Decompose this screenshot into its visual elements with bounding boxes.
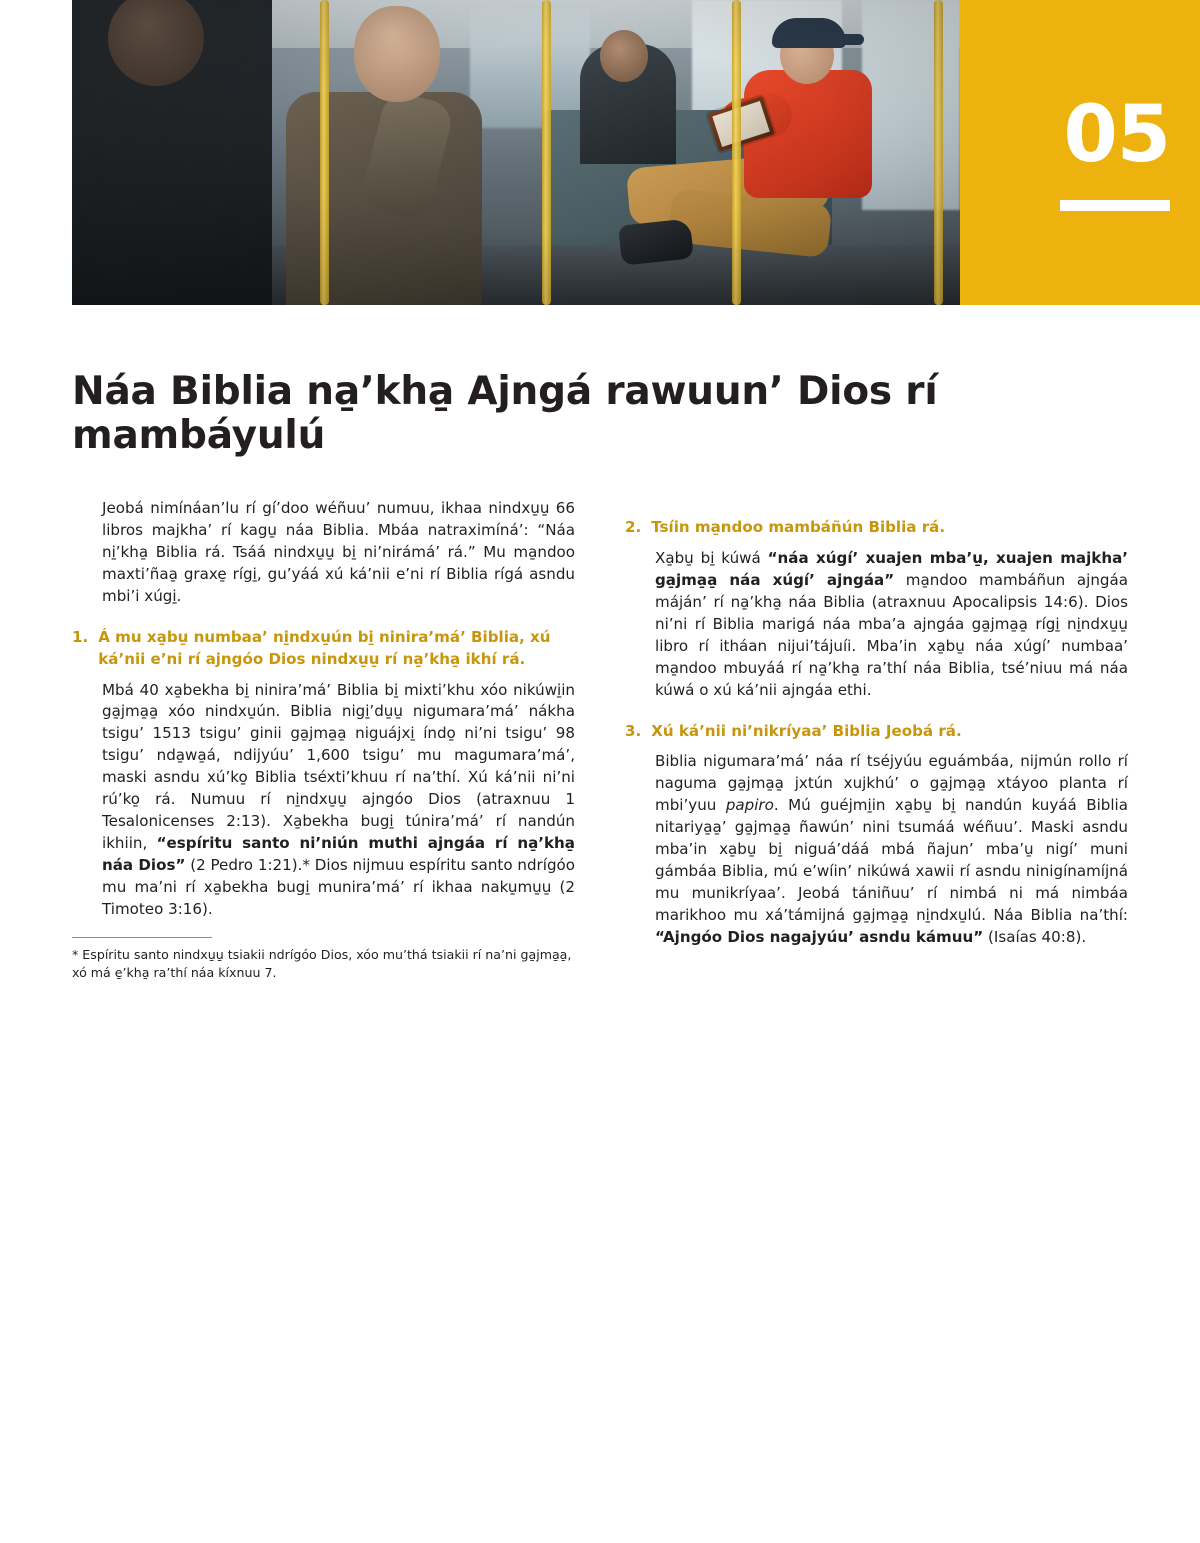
section-heading-1 <box>72 627 575 671</box>
photo-vignette <box>72 0 960 305</box>
section-heading-text-2: Tsíin ma̱ndoo mambáñún Biblia rá. <box>651 518 946 536</box>
section-heading-text-3: Xú ká’nii ni’nikríyaa’ Biblia Jeobá rá. <box>651 721 962 740</box>
section-1-paragraph: Mbá 40 xa̱bekha bi̱ ninira’má’ Biblia bi̱ mixti’khu xóo nikúwi̱in ga̱jma̱a̱ xóo nindxu̱ún. Biblia nigi̱’du̱u̱ nigumara’má’ nákha tsigu’ 1513 tsigu’ ginii ga̱jma̱a̱ niguájxi̱ índo̱ ni’ni tsigu’ 98 tsigu’ nda̱wa̱á, ndijyúu’ 1,600 tsigu’ mu magumara’má’, maski asndu xú’ko̱ Biblia tséxti’khuu rí na’thí. Xú ká’nii ni’ni rú’ko̱ rá. Numuu rí ni̱ndxu̱u̱ ajngóo Dios (atraxnuu 1 Tesalonicenses 2:13). Xa̱bekha bugi̱ túnira’má’ rí nandún ikhiin, “espíritu santo ni’niún muthi ajngáa rí na̱’kha̱ náa Dios” (2 Pedro 1:21).* Dios nijmuu espíritu santo ndrígóo mu ma’ni rí xa̱bekha bugi̱ munira’má’ rí ikhaa naku̱mu̱u̱ (2 Timoteo 3:16). <box>102 680 575 919</box>
section-heading-2 <box>625 517 1128 539</box>
page-title: Náa Biblia na̱’kha̱ Ajngá rawuun’ Dios rí mambáyulú <box>72 369 938 459</box>
chapter-number-underline <box>1060 200 1170 211</box>
section-heading-text-1: Á mu xa̱bu̱ numbaa’ ni̱ndxu̱ún bi̱ ninira’má’ Biblia, xú ká’nii e’ni rí ajngóo Dios nindxu̱u̱ rí na̱’kha̱ ikhí rá. <box>98 627 551 668</box>
chapter-number-block <box>960 0 1200 305</box>
section-heading-3 <box>625 721 1128 743</box>
section-2-paragraph: Xa̱bu̱ bi̱ kúwá “náa xúgí’ xuajen mba’u̱, xuajen majkha’ ga̱jma̱a̱ náa xúgí’ ajngáa” ma̱ndoo mambáñun ajngáa máján’ rí na̱’kha̱ náa Biblia (atraxnuu Apocalipsis 14:6). Dios ni’ni rí Biblia marigá náa mba’a ajngáa ga̱jma̱a̱ rígi̱ ni̱ndxu̱u̱ libro rí itháan nijui’tájuíi. Mba’in xa̱bu̱ náa xúgí’ numbaa’ ma̱ndoo mbuyáá rí na̱’kha̱ ra’thí náa Biblia, tsé’niuu má náa kúwá o xú ká’nii ajngáa ethi. <box>655 548 1128 699</box>
intro-paragraph: Jeobá nimínáan’lu rí gí’doo wéñuu’ numuu, ikhaa nindxu̱u̱ 66 libros majkha’ rí kagu̱ náa Biblia. Mbáa natraximíná’: “Náa ni̱’kha̱ Biblia rá. Tsáá nindxu̱u̱ bi̱ ni’nirámá’ rá.” Mu ma̱ndoo maxti’ñaa̱ graxe̱ rígi̱, gu’yáá xú ká’nii e’ni rí Biblia rígá asndu mbi’i xúgi̱. <box>102 499 575 605</box>
article-body <box>72 498 1128 982</box>
section-number-2: 2. <box>625 518 642 536</box>
footnote-divider <box>72 937 212 938</box>
hero-photo <box>72 0 960 305</box>
section-number-1: 1. <box>72 627 89 646</box>
footnote-text: * Espíritu santo nindxu̱u̱ tsiakii ndrígóo Dios, xóo mu’thá tsiakii rí na’ni ga̱jma̱a̱, xó má e̱’kha̱ ra’thí náa kíxnuu 7. <box>72 947 572 980</box>
section-3-paragraph: Biblia nigumara’má’ náa rí tséjyúu eguámbáa, nijmún rollo rí naguma ga̱jma̱a̱ jxtún xujkhú’ o ga̱jma̱a̱ xtáyoo planta rí mbi’yuu papiro. Mú guéjmi̱in xa̱bu̱ bi̱ nandún kuyáá Biblia nitariya̱a̱’ ga̱jma̱a̱ ñawún’ nini tsumáá wéñuu’. Maski asndu mba’in xa̱bu̱ bi̱ niguá’dáá mbá ñajun’ mba’u̱ nigí’ muni gámbáa Biblia, mú e’wíin’ nikúwá xawii rí asndu ninigínamíjná mu munikríyaa’. Jeobá tániñuu’ rí nimbá ni má nimbáa marikhoo mu xá’támijná ga̱jma̱a̱ ni̱ndxu̱lú. Náa Biblia na’thí: “Ajngóo Dios nagajyúu’ asndu kámuu” (Isaías 40:8). <box>655 752 1129 947</box>
chapter-number: 05 <box>1063 90 1170 180</box>
column-right <box>625 498 1128 982</box>
hero-banner <box>72 0 1200 305</box>
column-left <box>72 498 575 982</box>
section-number-3: 3. <box>625 721 642 740</box>
